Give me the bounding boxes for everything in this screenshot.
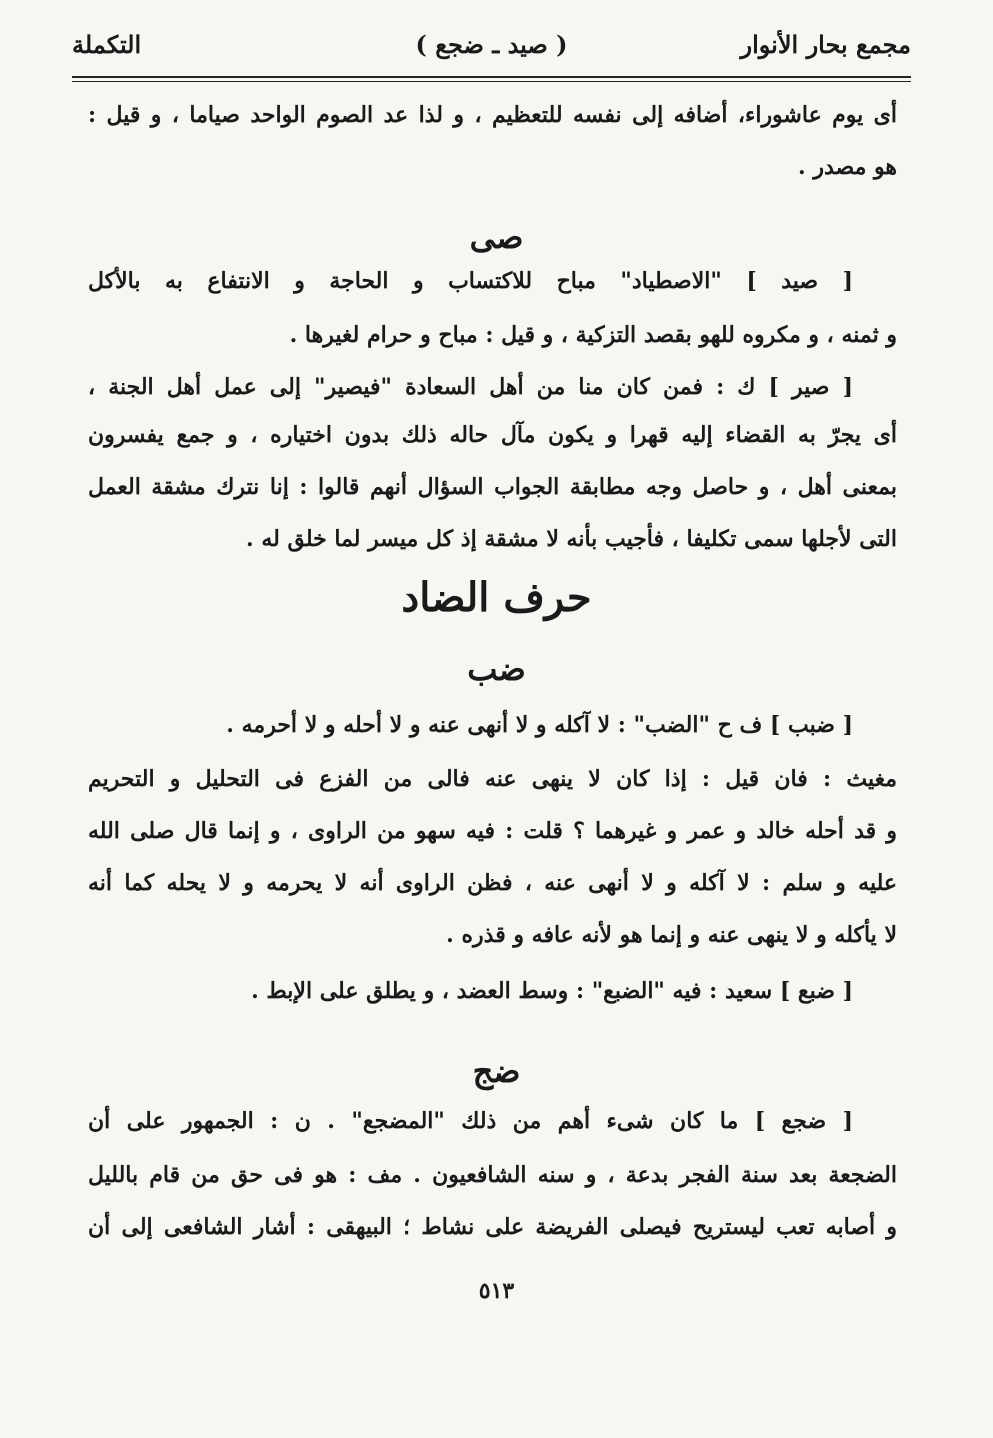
entry-line-sayr: [ صير ] ك : فمن كان منا من أهل السعادة "فيصير" إلى عمل أهل الجنة ،: [88, 374, 853, 400]
section-heading-sy: صى: [469, 218, 524, 256]
entry-line-sayd: و ثمنه ، و مكروه للهو بقصد التزكية ، و قيل : مباح و حرام لغيرها .: [289, 322, 897, 348]
entry-line-sayr: أى يجرّ به القضاء إليه قهرا و يكون مآل حاله ذلك بدون اختياره ، و جمع يفسرون: [88, 422, 897, 448]
running-header: [72, 22, 911, 72]
entry-line-dajaa: [ ضجع ] ما كان شىء أهم من ذلك "المضجع" . ن : الجمهور على أن: [88, 1108, 853, 1134]
chapter-title: حرف الضاد: [401, 574, 592, 621]
volume-label: التكملة: [72, 30, 142, 59]
entry-line-sayr: بمعنى أهل ، و حاصل وجه مطابقة الجواب السؤال أنهم قالوا : إنا نترك مشقة العمل: [88, 474, 897, 500]
entry-line-dabb: لا يأكله و لا ينهى عنه و إنما هو لأنه عافه و قذره .: [446, 922, 897, 948]
section-heading-dj: ضج: [472, 1052, 521, 1090]
entry-line-sayr: التى لأجلها سمى تكليفا ، فأجيب بأنه لا مشقة إذ كل ميسر لما خلق له .: [246, 526, 897, 552]
intro-line: هو مصدر .: [798, 154, 897, 180]
entry-line-sayd: [ صيد ] "الاصطياد" مباح للاكتساب و الحاجة و الانتفاع به بالأكل: [88, 268, 853, 294]
entry-line-dabb: عليه و سلم : لا آكله و لا أنهى عنه ، فظن الراوى أنه لا يحرمه و لا يحله كما أنه: [88, 870, 897, 896]
header-rule: [72, 76, 911, 82]
entry-line-dab: [ ضبع ] سعيد : فيه "الضبع" : وسط العضد ، و يطلق على الإبط .: [251, 978, 853, 1004]
page-number: ٥١٣: [478, 1278, 515, 1304]
section-heading-db: ضب: [467, 650, 526, 688]
entry-line-dabb: [ ضبب ] ف ح "الضب" : لا آكله و لا أنهى عنه و لا أحله و لا أحرمه .: [226, 712, 853, 738]
intro-line: أى يوم عاشوراء، أضافه إلى نفسه للتعظيم ، و لذا عد الصوم الواحد صياما ، و قيل :: [88, 102, 897, 128]
entry-line-dajaa: و أصابه تعب ليستريح فيصلى الفريضة على نشاط ؛ البيهقى : أشار الشافعى إلى أن: [88, 1214, 897, 1240]
entry-line-dajaa: الضجعة بعد سنة الفجر بدعة ، و سنه الشافعيون . مف : هو فى حق من قام بالليل: [88, 1162, 897, 1188]
entry-line-dabb: مغيث : فان قيل : إذا كان لا ينهى عنه فالى من الفزع فى التحليل و التحريم: [88, 766, 897, 792]
entry-line-dabb: و قد أحله خالد و عمر و غيرهما ؟ قلت : فيه سهو من الراوى ، و إنما قال صلى الله: [88, 818, 897, 844]
entry-range: ( صيد ـ ضجع ): [415, 30, 568, 59]
book-title: مجمع بحار الأنوار: [740, 30, 911, 59]
